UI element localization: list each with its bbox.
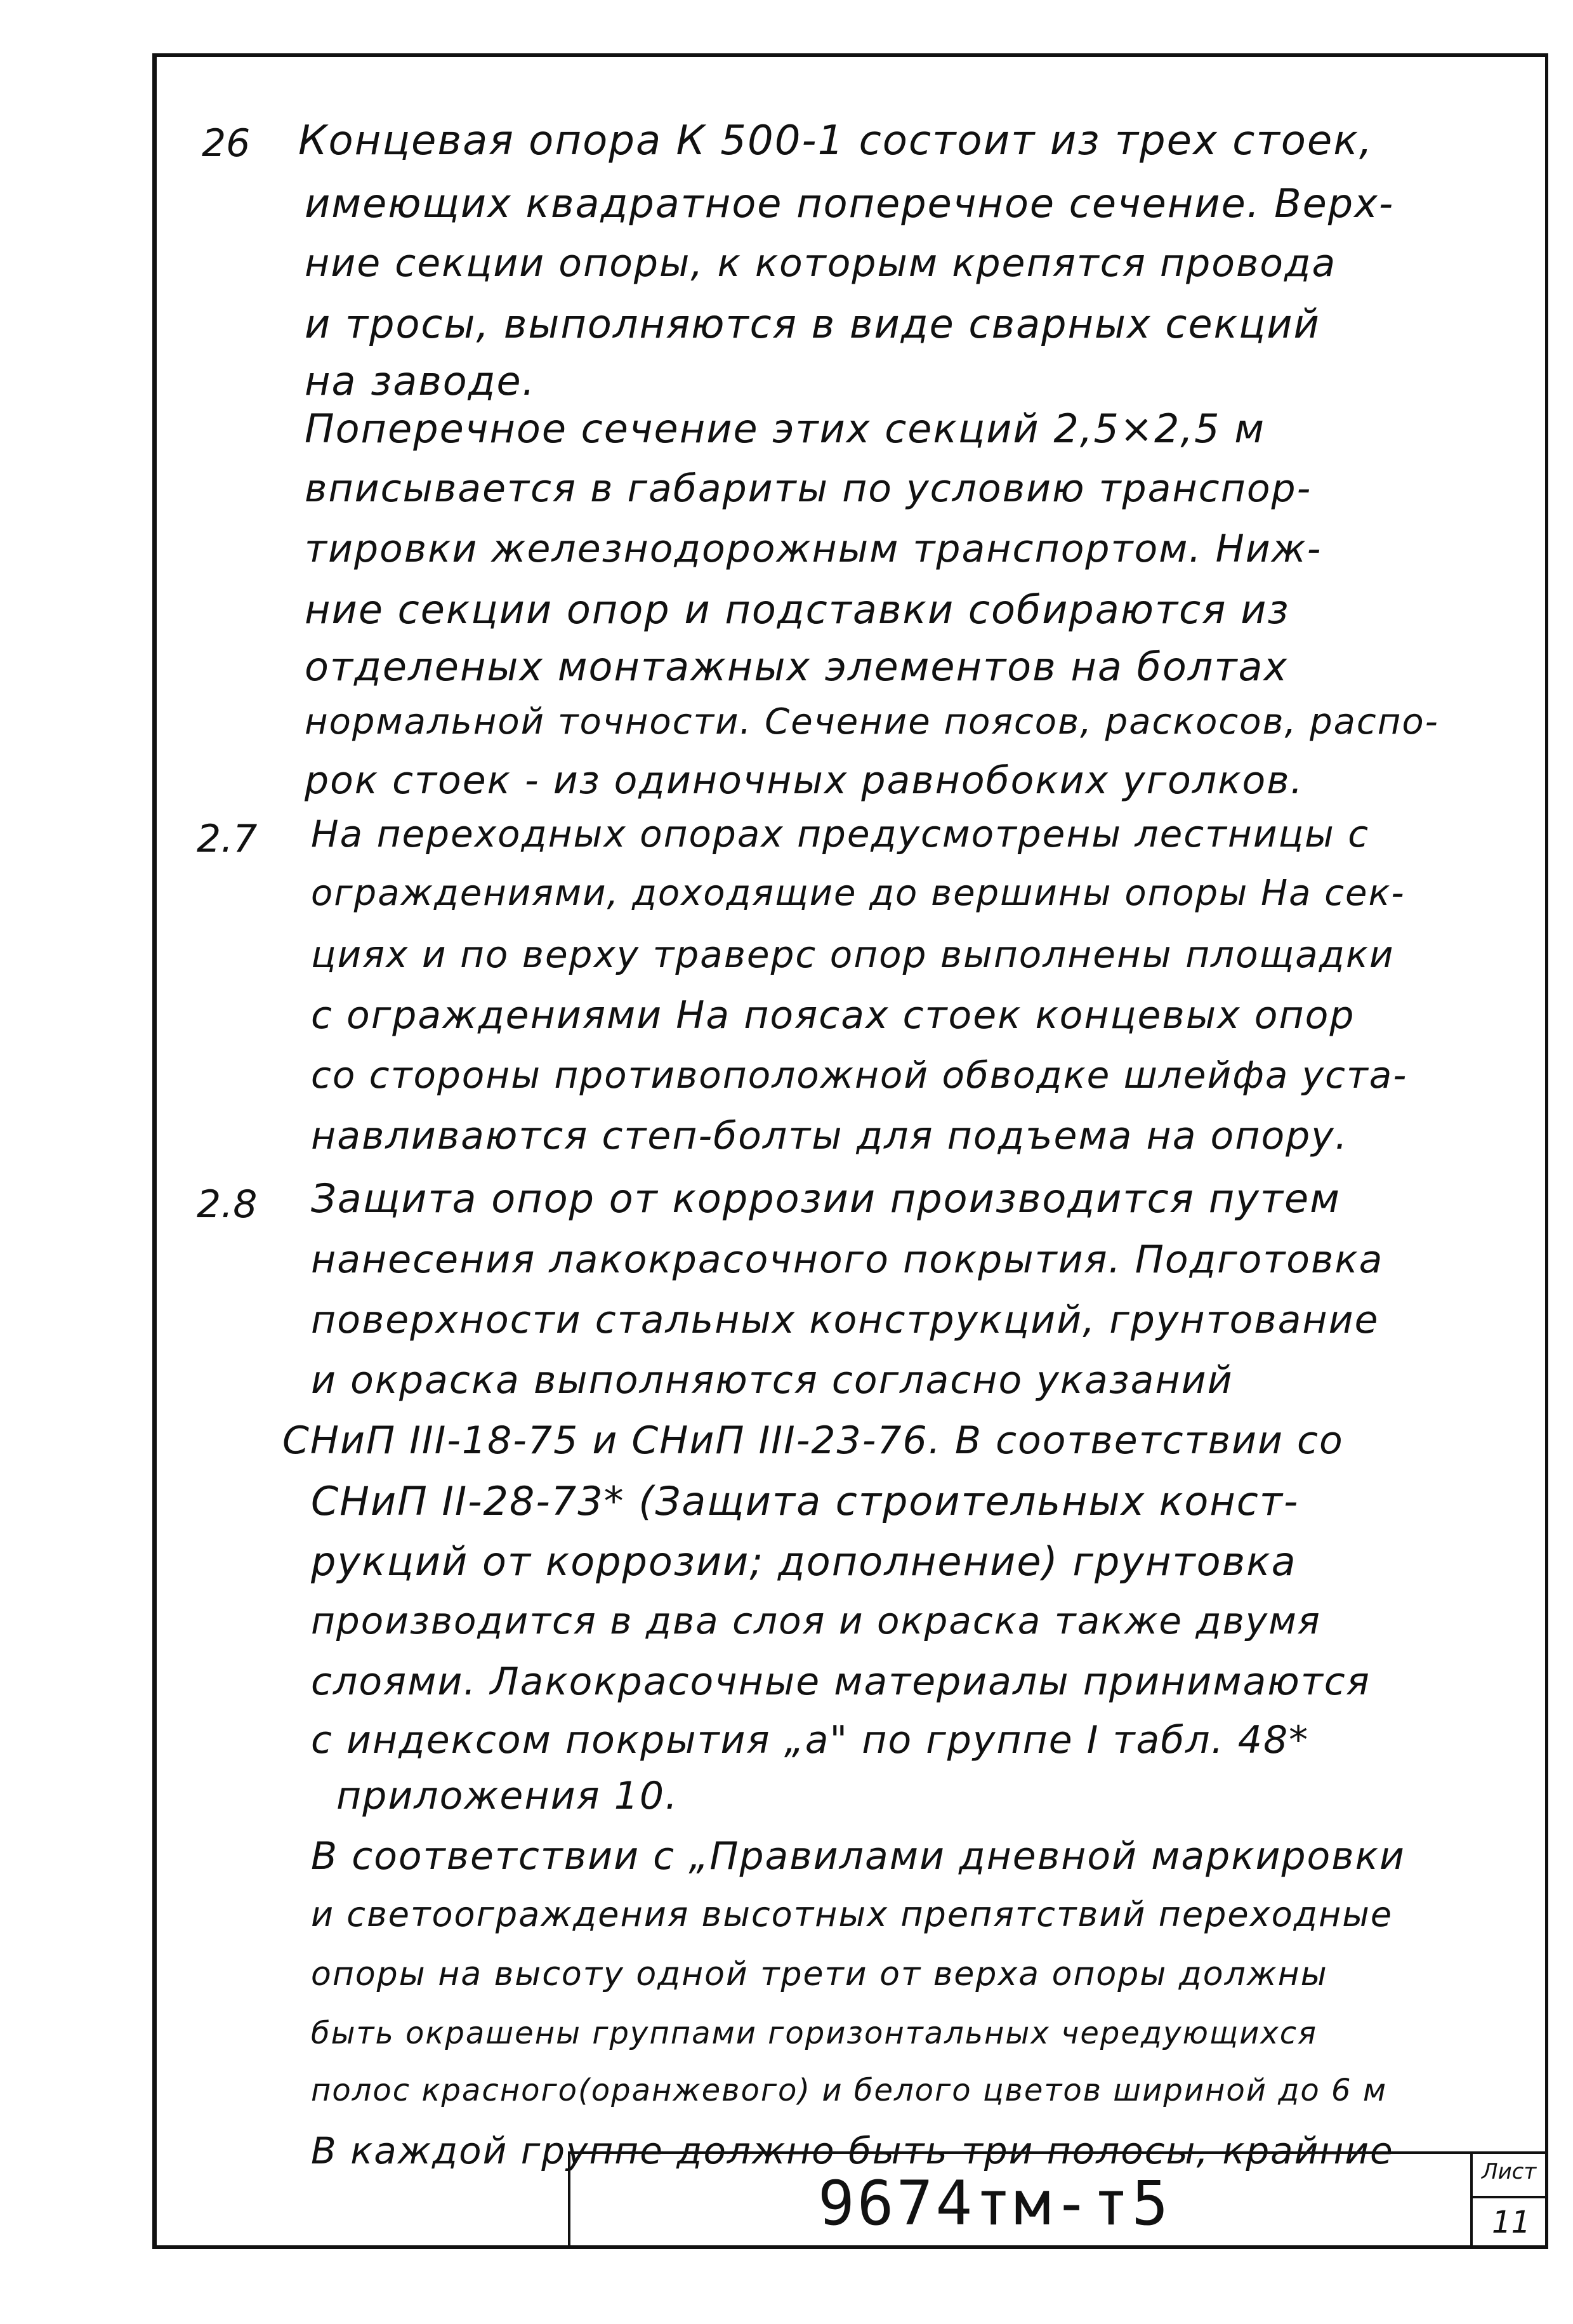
text-line: имеющих квадратное поперечное сечение. Верх- [305,180,1395,227]
text-line: нормальной точности. Сечение поясов, раскосов, распо- [305,701,1439,743]
text-line: циях и по верху траверс опор выполнены площадки [311,933,1395,976]
text-line: СНиП III-18-75 и СНиП III-23-76. В соответствии со [282,1418,1344,1463]
text-line: ограждениями, доходящие до вершины опоры На сек- [311,873,1405,914]
text-line: быть окрашены группами горизонтальных чередующихся [311,2016,1317,2051]
text-line: рукций от коррозии; дополнение) грунтовка [311,1538,1297,1585]
text-line: приложения 10. [336,1774,679,1818]
text-line: со стороны противоположной обводке шлейфа уста- [311,1053,1408,1097]
text-line: нанесения лакокрасочного покрытия. Подготовка [311,1238,1384,1282]
text-line: с ограждениями На поясах стоек концевых опор [311,993,1355,1038]
text-line: вписывается в габариты по условию транспор- [305,466,1312,511]
text-line: и светоограждения высотных препятствий переходные [311,1894,1393,1934]
text-line: В каждой группе должно быть три полосы, крайние [311,2129,1394,2172]
text-line: и окраска выполняются согласно указаний [311,1358,1234,1403]
text-line: и тросы, выполняются в виде сварных секций [305,301,1320,347]
text-line: слоями. Лакокрасочные материалы принимаются [311,1660,1371,1704]
section-number-26: 26 [202,121,251,166]
section-number-2-7: 2.7 [197,817,258,861]
text-line: опоры на высоту одной трети от верха опоры должны [311,1955,1328,1993]
text-line: на заводе. [305,358,536,404]
text-line: производится в два слоя и окраска также двумя [311,1599,1321,1642]
divider [1473,2196,1547,2198]
text-line: полос красного(оранжевого) и белого цветов шириной до 6 м [311,2073,1388,2108]
text-line: рок стоек - из одиночных равнобоких уголков. [305,758,1304,803]
text-line: Поперечное сечение этих секций 2,5×2,5 м [305,406,1266,452]
text-line: Защита опор от коррозии производится путем [311,1175,1341,1222]
text-line: ние секции опор и подставки собираются из [305,586,1290,633]
text-line: поверхности стальных конструкций, грунтование [311,1298,1379,1342]
sheet-number-cell [1470,2151,1547,2247]
text-line: отделеных монтажных элементов на болтах [305,644,1289,690]
text-line: В соответствии с „Правилами дневной маркировки [311,1834,1405,1878]
sheet-number: 11 [1492,2205,1531,2240]
text-line: тировки железнодорожным транспортом. Ниж- [305,527,1322,571]
document-code: 9674тм-т5 [818,2168,1171,2239]
text-line: ние секции опоры, к которым крепятся провода [305,241,1337,286]
text-line: с индексом покрытия „а" по группе I табл. 48* [311,1718,1310,1762]
text-line: навливаются степ-болты для подъема на опору. [311,1114,1348,1158]
text-line: Концевая опора К 500-1 состоит из трех стоек, [298,117,1374,164]
section-number-2-8: 2.8 [197,1182,258,1227]
text-line: СНиП II-28-73* (Защита строительных конст- [311,1478,1300,1524]
title-block [568,2151,1470,2247]
text-line: На переходных опорах предусмотрены лестницы с [311,812,1370,855]
sheet-label: Лист [1482,2159,1537,2184]
